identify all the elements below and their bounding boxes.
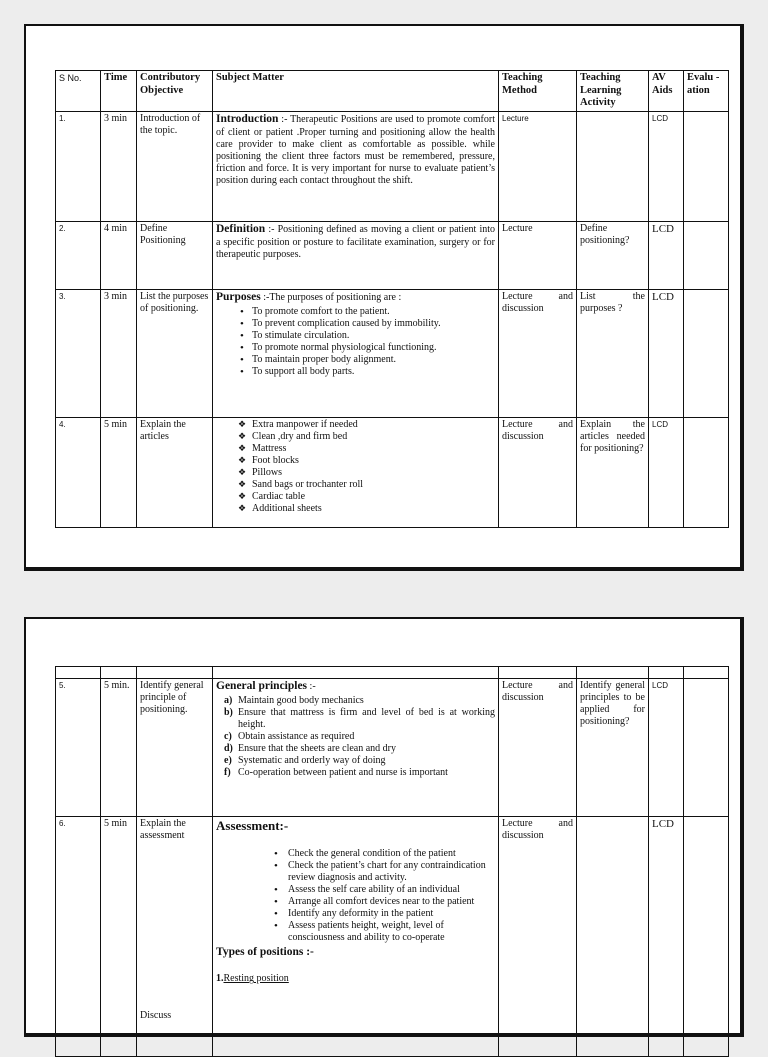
position-label: Resting position <box>223 973 289 985</box>
section-text: Therapeutic Positions are used to promote comfort of client or patient .Proper turning and positioning allow the health care provider to make client as comfortable as possible. while positioning the client three factors must be remembered, pressure, friction and force. It is very important for nurse to evaluate patient’s position during each contact throughout the shift. <box>216 113 495 186</box>
blank-cell <box>56 667 101 679</box>
section-separator: :- <box>278 113 291 125</box>
principles-list <box>216 695 495 779</box>
document-page-2 <box>24 617 744 1037</box>
row-time: 3 min <box>101 289 137 417</box>
row-activity <box>577 111 649 221</box>
row-av-aids: LCD <box>649 221 684 289</box>
row-objective: Introduction of the topic. <box>137 111 213 221</box>
header-time: Time <box>101 71 137 112</box>
row-time: 5 min. <box>101 679 137 817</box>
list-item <box>224 742 495 755</box>
row-sno: 3. <box>56 289 101 417</box>
row-activity: Explain the articles needed for positioning? <box>577 417 649 527</box>
section-separator: :- <box>260 291 270 303</box>
list-item: ❖ Foot blocks <box>252 455 495 467</box>
list-item: • To maintain proper body alignment. <box>252 354 495 366</box>
table-row <box>56 221 729 289</box>
list-marker: b) <box>224 706 233 718</box>
header-learning-activity: Teaching Learning Activity <box>577 71 649 112</box>
objective-text-2: Discuss <box>140 1010 172 1021</box>
row-objective <box>137 817 213 1057</box>
list-marker: f) <box>224 766 231 778</box>
list-text: Ensure that the sheets are clean and dry <box>238 742 396 754</box>
list-item: ❖ Pillows <box>252 467 495 479</box>
list-item <box>224 706 495 731</box>
section-separator: :- <box>307 681 316 692</box>
blank-cell <box>213 667 499 679</box>
types-of-positions-title: Types of positions :- <box>216 945 314 958</box>
list-item: • To stimulate circulation. <box>252 330 495 342</box>
row-objective: Identify general principle of positioning. <box>137 679 213 817</box>
list-item <box>224 766 495 779</box>
list-item: • Check the patient’s chart for any contraindication review diagnosis and activity. <box>288 860 495 884</box>
list-item: • Identify any deformity in the patient <box>288 908 495 920</box>
list-text: Ensure that mattress is firm and level of bed is at working height. <box>238 706 495 730</box>
list-item: • To prevent complication caused by immobility. <box>252 318 495 330</box>
row-subject-matter <box>213 111 499 221</box>
row-objective: Define Positioning <box>137 221 213 289</box>
row-av-aids: LCD <box>649 417 684 527</box>
section-text: Positioning defined as moving a client or patient into a specific position or posture to facilitate examination, surgery or for therapeutic purposes. <box>216 223 496 260</box>
section-text: The purposes of positioning are : <box>269 291 402 303</box>
blank-cell <box>101 667 137 679</box>
table-row <box>56 111 729 221</box>
table-row <box>56 817 729 1057</box>
header-objective: Contributory Objective <box>137 71 213 112</box>
list-item: ❖ Sand bags or trochanter roll <box>252 479 495 491</box>
table-row <box>56 679 729 817</box>
row-evaluation <box>684 221 729 289</box>
row-evaluation <box>684 111 729 221</box>
assessment-list <box>216 848 495 944</box>
row-sno: 4. <box>56 417 101 527</box>
document-page-1 <box>24 24 744 571</box>
section-title: Introduction <box>216 112 279 125</box>
objective-text: Explain the assessment <box>140 818 186 841</box>
row-activity: Define positioning? <box>577 221 649 289</box>
position-number: 1. <box>216 973 224 985</box>
list-text: Systematic and orderly way of doing <box>238 754 386 766</box>
list-text: Maintain good body mechanics <box>238 694 364 706</box>
list-item: • To promote normal physiological functioning. <box>252 342 495 354</box>
row-objective: List the purposes of positioning. <box>137 289 213 417</box>
blank-cell <box>649 667 684 679</box>
row-subject-matter <box>213 289 499 417</box>
row-time: 4 min <box>101 221 137 289</box>
section-title: Assessment:- <box>216 818 289 833</box>
lesson-plan-table-1 <box>55 70 729 528</box>
row-method: Lecture and discussion <box>499 417 577 527</box>
row-av-aids: LCD <box>649 111 684 221</box>
row-subject-matter <box>213 221 499 289</box>
articles-list <box>216 419 495 515</box>
section-separator: :- <box>265 223 278 235</box>
list-marker: d) <box>224 742 233 754</box>
list-marker: c) <box>224 730 232 742</box>
row-method: Lecture and discussion <box>499 289 577 417</box>
list-text: Co-operation between patient and nurse is important <box>238 766 448 778</box>
row-subject-matter <box>213 817 499 1057</box>
list-item: ❖ Cardiac table <box>252 491 495 503</box>
row-activity <box>577 817 649 1057</box>
row-objective: Explain the articles <box>137 417 213 527</box>
row-method: Lecture <box>499 221 577 289</box>
row-time: 5 min <box>101 417 137 527</box>
lesson-plan-table-2 <box>55 666 729 1057</box>
row-av-aids: LCD <box>649 289 684 417</box>
blank-cell <box>499 667 577 679</box>
list-marker: e) <box>224 754 232 766</box>
list-item: ❖ Additional sheets <box>252 503 495 515</box>
row-sno: 1. <box>56 111 101 221</box>
row-time: 3 min <box>101 111 137 221</box>
blank-cell <box>684 667 729 679</box>
row-evaluation <box>684 417 729 527</box>
list-item: ❖ Extra manpower if needed <box>252 419 495 431</box>
row-subject-matter <box>213 679 499 817</box>
header-sno: S No. <box>56 71 101 112</box>
table-row <box>56 289 729 417</box>
section-title: Definition <box>216 222 266 235</box>
row-sno: 2. <box>56 221 101 289</box>
section-title: Purposes <box>216 290 261 303</box>
list-item: • Assess the self care ability of an individual <box>288 884 495 896</box>
blank-cell <box>577 667 649 679</box>
row-activity: List the purposes ? <box>577 289 649 417</box>
header-av-aids: AV Aids <box>649 71 684 112</box>
row-av-aids: LCD <box>649 817 684 1057</box>
header-teaching-method: Teaching Method <box>499 71 577 112</box>
list-item <box>224 754 495 767</box>
row-sno: 5. <box>56 679 101 817</box>
list-item <box>224 730 495 743</box>
row-method: Lecture and discussion <box>499 679 577 817</box>
row-evaluation <box>684 817 729 1057</box>
row-method: Lecture <box>499 111 577 221</box>
list-item: • To support all body parts. <box>252 366 495 378</box>
list-item: ❖ Clean ,dry and firm bed <box>252 431 495 443</box>
list-item: • To promote comfort to the patient. <box>252 306 495 318</box>
row-sno: 6. <box>56 817 101 1057</box>
section-title: General principles <box>216 680 308 692</box>
row-evaluation <box>684 679 729 817</box>
header-row <box>56 71 729 112</box>
blank-header-row <box>56 667 729 679</box>
blank-cell <box>137 667 213 679</box>
list-item: • Check the general condition of the patient <box>288 848 495 860</box>
header-evaluation: Evalu -ation <box>684 71 729 112</box>
list-item: • Arrange all comfort devices near to the patient <box>288 896 495 908</box>
row-evaluation <box>684 289 729 417</box>
row-time: 5 min <box>101 817 137 1057</box>
header-subject-matter: Subject Matter <box>213 71 499 112</box>
list-text: Obtain assistance as required <box>238 730 355 742</box>
row-method: Lecture and discussion <box>499 817 577 1057</box>
row-av-aids: LCD <box>649 679 684 817</box>
purposes-list <box>216 306 495 378</box>
list-item: ❖ Mattress <box>252 443 495 455</box>
list-item <box>224 694 495 707</box>
list-marker: a) <box>224 694 233 706</box>
position-item <box>216 973 495 985</box>
row-subject-matter <box>213 417 499 527</box>
row-activity: Identify general principles to be applied for positioning? <box>577 679 649 817</box>
list-item: • Assess patients height, weight, level of consciousness and ability to co-operate <box>288 920 495 944</box>
table-row <box>56 417 729 527</box>
